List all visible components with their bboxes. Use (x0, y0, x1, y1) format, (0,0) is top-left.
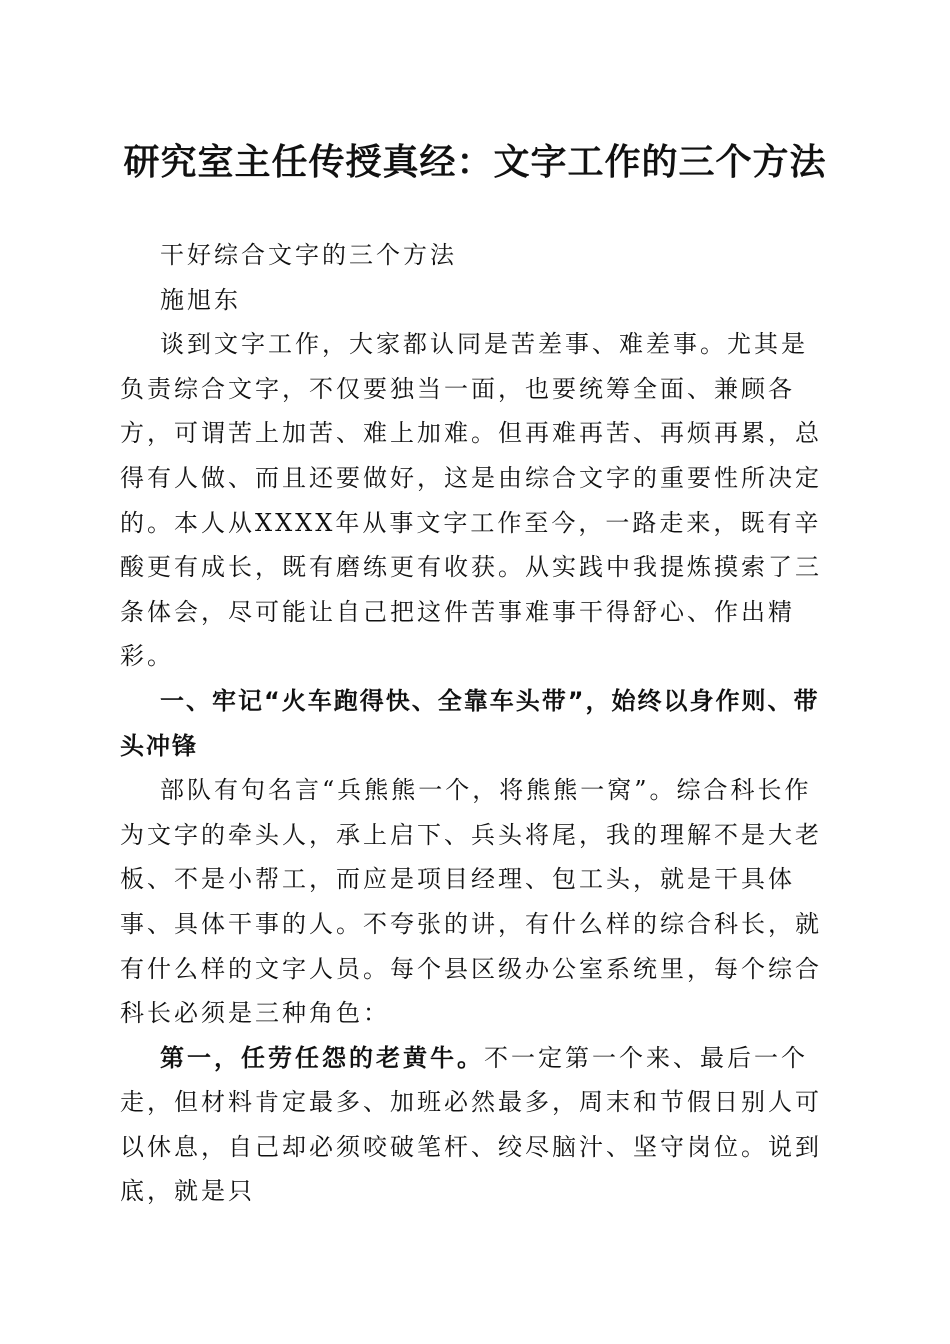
point-1-paragraph (120, 1036, 832, 1214)
section-1-paragraph: 部队有句名言“兵熊熊一个，将熊熊一窝”。综合科长作为文字的牵头人，承上启下、兵头将尾，我的理解不是大老板、不是小帮工，而应是项目经理、包工头，就是干具体事、具体干事的人。不夸张的讲，有什么样的综合科长，就有什么样的文字人员。每个县区级办公室系统里，每个综合科长必须是三种角色： (120, 776, 822, 1028)
point-1-lead: 第一，任劳任怨的老黄牛。 (160, 1042, 484, 1072)
author-name: 施旭东 (160, 285, 241, 314)
subtitle: 干好综合文字的三个方法 (160, 241, 457, 269)
intro-paragraph: 谈到文字工作，大家都认同是苦差事、难差事。尤其是负责综合文字，不仅要独当一面，也要统筹全面、兼顾各方，可谓苦上加苦、难上加难。但再难再苦、再烦再累，总得有人做、而且还要做好，这是由综合文字的重要性所决定的。本人从XXXX年从事文字工作至今，一路走来，既有辛酸更有成长，既有磨练更有收获。从实践中我提炼摸索了三条体会，尽可能让自己把这件苦事难事干得舒心、作出精彩。 (120, 330, 822, 671)
section-heading-1: 一、牢记“火车跑得快、全靠车头带”，始终以身作则、带头冲锋 (120, 686, 820, 760)
page-title: 研究室主任传授真经：文字工作的三个方法 (123, 141, 827, 183)
point-1-text: 不一定第一个来、最后一个走，但材料肯定最多、加班必然最多，周末和节假日别人可以休息，自己却必须咬破笔杆、绞尽脑汁、坚守岗位。说到底，就是只 (120, 1043, 822, 1206)
document-body (120, 233, 832, 1214)
